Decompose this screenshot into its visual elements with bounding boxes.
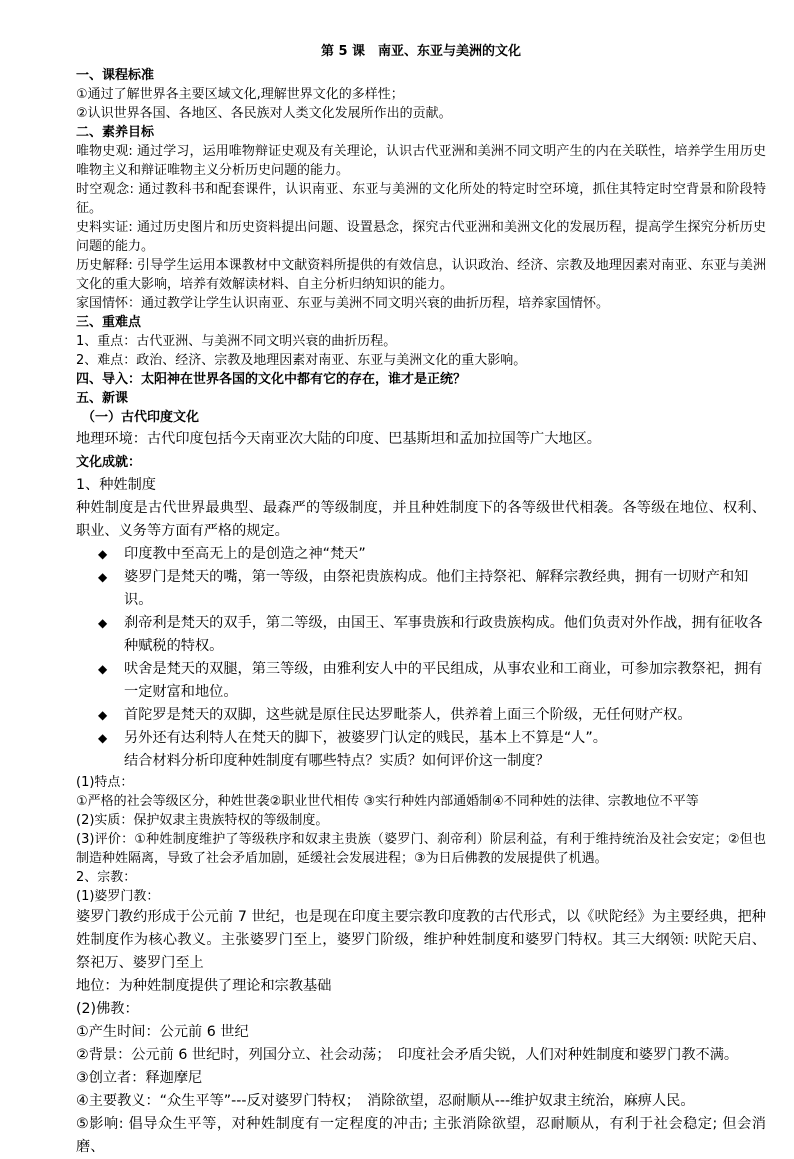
goal-item: 家国情怀：通过教学让学生认识南亚、东亚与美洲不同文明兴衰的曲折历程，培养家国情怀。 xyxy=(76,296,610,311)
goal-item: 历史解释: 引导学生运用本课教材中文献资料所提供的有效信息，认识政治、经济、宗教及地理因素对南亚、东亚与美洲文化的重大影响，培养有效解读材料、自主分析归纳知识的能力。 xyxy=(76,258,766,292)
brahmanism-paragraph: 婆罗门教约形成于公元前 7 世纪，也是现在印度主要宗教印度教的古代形式，以《吠陀经》为主要经典，把种姓制度作为核心教义。主张婆罗门至上，婆罗门阶级，维护种姓制度和婆罗门特权。其三大纲领: 吠陀天启、祭祀万、婆罗门至上 xyxy=(76,909,766,971)
buddhism-line: ②背景：公元前 6 世纪时，列国分立、社会动荡； 印度社会矛盾尖锐，人们对种姓制度和婆罗门教不满。 xyxy=(76,1047,739,1063)
section-heading-intro: 四、导入：太阳神在世界各国的文化中都有它的存在，谁才是正统？ xyxy=(76,372,467,387)
diamond-bullet-icon: ◆ xyxy=(98,570,108,584)
bullet-item: ◆ 吠舍是梵天的双腿，第三等级，由雅利安人中的平民组成，从事农业和工商业，可参加宗教祭祀，拥有一定财富和地位。 xyxy=(76,658,766,704)
keypoint-line: 2、难点：政治、经济、宗教及地理因素对南亚、东亚与美洲文化的重大影响。 xyxy=(76,353,527,368)
brahmanism-title: (1)婆罗门教： xyxy=(76,889,160,904)
section-heading-goals: 二、素养目标 xyxy=(76,125,155,140)
diamond-bullet-icon: ◆ xyxy=(98,731,108,745)
caste-title: 1、种姓制度 xyxy=(76,477,156,493)
answer-line: (2)实质：保护奴隶主贵族特权的等级制度。 xyxy=(76,813,329,828)
subsection-heading-india: （一）古代印度文化 xyxy=(82,410,200,425)
keypoint-line: 1、重点：古代亚洲、与美洲不同文明兴衰的曲折历程。 xyxy=(76,334,397,349)
answer-line: (3)评价：①种姓制度维护了等级秩序和奴隶主贵族（婆罗门、刹帝利）阶层利益，有利于维持统治及社会安定；②但也制造种姓隔离，导致了社会矛盾加剧，延缓社会发展进程；③为日后佛教的发展提供了机遇。 xyxy=(76,832,766,866)
buddhism-line: ①产生时间：公元前 6 世纪 xyxy=(76,1024,249,1040)
section-heading-keypoints: 三、重难点 xyxy=(76,315,142,330)
goal-item: 时空观念: 通过教科书和配套课件，认识南亚、东亚与美洲的文化所处的特定时空环境，抓住其特定时空背景和阶段特征。 xyxy=(76,182,766,216)
bullet-item: ◆ 印度教中至高无上的是创造之神“梵天” xyxy=(76,543,766,566)
caste-paragraph: 种姓制度是古代世界最典型、最森严的等级制度，并且种姓制度下的各等级世代相袭。各等级在地位、权利、职业、义务等方面有严格的规定。 xyxy=(76,500,766,539)
page-title: 第 5 课 南亚、东亚与美洲的文化 xyxy=(320,44,522,59)
achievements-label: 文化成就： xyxy=(76,455,142,470)
brahmanism-status: 地位：为种姓制度提供了理论和宗教基础 xyxy=(76,978,332,994)
diamond-bullet-icon: ◆ xyxy=(98,662,108,676)
analysis-question: 结合材料分析印度种姓制度有哪些特点？实质？如何评价这一制度？ xyxy=(124,753,550,769)
goal-item: 史料实证: 通过历史图片和历史资料提出问题、设置悬念，探究古代亚洲和美洲文化的发展历程，提高学生探究分析历史问题的能力。 xyxy=(76,220,766,254)
bullet-item: ◆ 首陀罗是梵天的双脚，这些就是原住民达罗毗荼人，供养着上面三个阶级，无任何财产权。 xyxy=(76,704,766,727)
diamond-bullet-icon: ◆ xyxy=(98,708,108,722)
curriculum-line: ①通过了解世界各主要区域文化,理解世界文化的多样性； xyxy=(76,87,404,102)
answer-line: (1)特点： xyxy=(76,775,134,790)
section-heading-newlesson: 五、新课 xyxy=(76,391,129,406)
bullet-item: ◆ 刹帝利是梵天的双手，第二等级，由国王、军事贵族和行政贵族构成。他们负责对外作战，拥有征收各种赋税的特权。 xyxy=(76,612,766,658)
buddhism-line: (2)佛教： xyxy=(76,1001,139,1017)
goal-item: 唯物史观: 通过学习，运用唯物辩证史观及有关理论，认识古代亚洲和美洲不同文明产生的内在关联性，培养学生用历史唯物主义和辩证唯物主义分析历史问题的能力。 xyxy=(76,144,766,178)
section-heading-curriculum: 一、课程标准 xyxy=(76,68,155,83)
diamond-bullet-icon: ◆ xyxy=(98,616,108,630)
diamond-bullet-icon: ◆ xyxy=(98,547,108,561)
bullet-item: ◆ 婆罗门是梵天的嘴，第一等级，由祭祀贵族构成。他们主持祭祀、解释宗教经典，拥有一切财产和知识。 xyxy=(76,566,766,612)
religion-title: 2、宗教： xyxy=(76,870,137,885)
bullet-item: ◆ 另外还有达利特人在梵天的脚下，被婆罗门认定的贱民，基本上不算是“人”。 xyxy=(76,727,766,750)
document-page xyxy=(76,40,766,1159)
buddhism-line: ④主要教义：“众生平等”---反对婆罗门特权； 消除欲望，忍耐顺从---维护奴隶主统治，麻痹人民。 xyxy=(76,1093,695,1109)
buddhism-line: ⑤影响: 倡导众生平等，对种姓制度有一定程度的冲击; 主张消除欲望，忍耐顺从，有利于社会稳定; 但会消磨、 xyxy=(76,1116,766,1155)
answer-line: ①严格的社会等级区分，种姓世袭②职业世代相传 ③实行种姓内部通婚制④不同种姓的法律、宗教地位不平等 xyxy=(76,794,699,809)
buddhism-line: ③创立者：释迦摩尼 xyxy=(76,1070,203,1086)
geography-line: 地理环境：古代印度包括今天南亚次大陆的印度、巴基斯坦和孟加拉国等广大地区。 xyxy=(76,431,601,447)
curriculum-line: ②认识世界各国、各地区、各民族对人类文化发展所作出的贡献。 xyxy=(76,106,452,121)
